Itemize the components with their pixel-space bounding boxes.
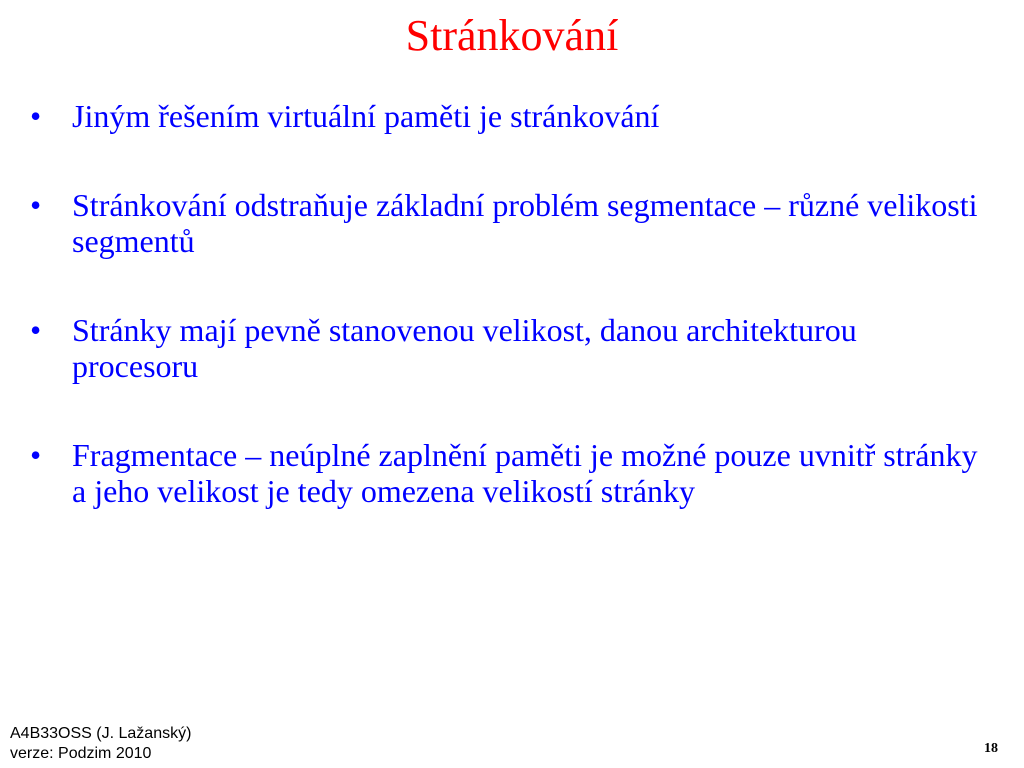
bullet-text: Fragmentace – neúplné zaplnění paměti je možné pouze uvnitř stránky a jeho velikost je tedy omezena velikostí stránky xyxy=(72,437,978,509)
bullet-item xyxy=(30,437,990,509)
bullet-dot: • xyxy=(30,187,42,223)
slide-title: Stránkování xyxy=(405,11,619,60)
footer-version: verze: Podzim 2010 xyxy=(10,745,152,762)
footer-info xyxy=(10,724,191,764)
bullet-text: Jiným řešením virtuální paměti je stránkování xyxy=(72,98,660,134)
page-number: 18 xyxy=(984,741,998,756)
bullet-text: Stránkování odstraňuje základní problém segmentace – různé velikosti segmentů xyxy=(72,187,978,259)
bullet-dot: • xyxy=(30,98,42,134)
bullet-list xyxy=(30,98,990,562)
bullet-item xyxy=(30,187,990,259)
bullet-item xyxy=(30,98,990,134)
bullet-item xyxy=(30,312,990,384)
bullet-dot: • xyxy=(30,437,42,473)
footer-course: A4B33OSS (J. Lažanský) xyxy=(10,725,192,742)
bullet-text: Stránky mají pevně stanovenou velikost, danou architekturou procesoru xyxy=(72,312,857,384)
bullet-dot: • xyxy=(30,312,42,348)
